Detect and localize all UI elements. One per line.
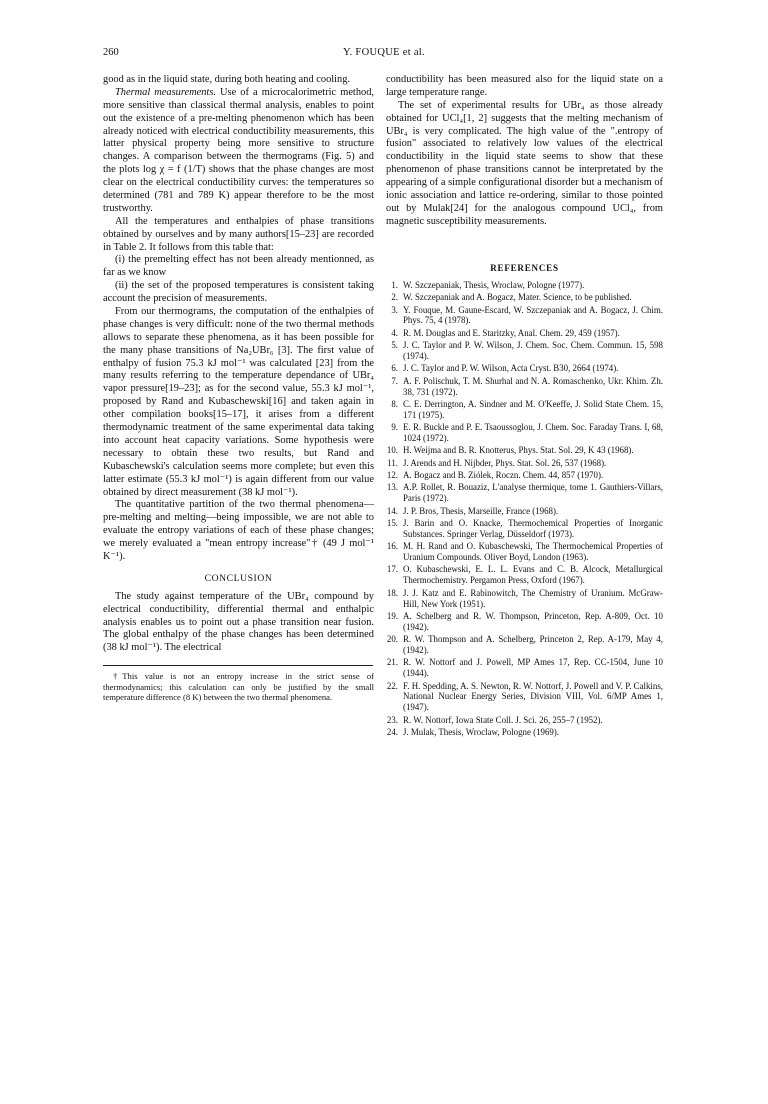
reference-number: 22. bbox=[386, 680, 398, 691]
page-header bbox=[103, 46, 665, 60]
footnote: †This value is not an entropy increase in the strict sense of thermodynamics; this calculation can only be justified by the small temperature difference (8 K) between the two thermal phenomena. bbox=[103, 671, 374, 702]
reference-text: Y. Fouque, M. Gaune-Escard, W. Szczepaniak and A. Bogacz, J. Chim. Phys. 75, 4 (1978). bbox=[403, 304, 663, 326]
reference-number: 21. bbox=[386, 657, 398, 668]
reference-text: C. E. Derrington, A. Sindner and M. O'Keeffe, J. Solid State Chem. 15, 171 (1975). bbox=[403, 398, 663, 420]
reference-item bbox=[386, 280, 663, 291]
paragraph: The study against temperature of the UBr₄ compound by electrical conductibility, differential thermal and enthalpic analysis enables us to point out a phase transition near fusion. The global enthalpy of the phase changes has been determined (38 kJ mol⁻¹). The electrical bbox=[103, 590, 374, 654]
reference-number: 13. bbox=[386, 482, 398, 493]
paragraph: The set of experimental results for UBr₄ as those already obtained for UCl₄[1, 2] suggests that the melting mechanism of UBr₄ is very complicated. The high value of the ".entropy of fusion" associated to relatively low values of the electrical conductibility in the liquid state seems to show that these phenomenon of phase transitions cannot be interpretated by the appearing of a simple configurational disorder but a mechanism of ionic association and lattice re-ordering, similar to those pointed out by Mulak[24] for the analogous compound UCl₄, from magnetic susceptibility measurements. bbox=[386, 99, 663, 227]
reference-item bbox=[386, 681, 663, 714]
reference-item bbox=[386, 445, 663, 456]
reference-item bbox=[386, 657, 663, 679]
left-column bbox=[103, 74, 374, 702]
reference-text: R. M. Douglas and E. Staritzky, Anal. Chem. 29, 459 (1957). bbox=[403, 327, 620, 338]
reference-text: H. Weijma and B. R. Knotterus, Phys. Stat. Sol. 29, K 43 (1968). bbox=[403, 445, 634, 456]
reference-number: 15. bbox=[386, 518, 398, 529]
reference-number: 20. bbox=[386, 634, 398, 645]
paragraph: All the temperatures and enthalpies of phase transitions obtained by ourselves and by many authors[15–23] are recorded in Table 2. It follows from this table that: bbox=[103, 215, 374, 253]
list-item: (i) the premelting effect has not been already mentionned, as far as we know bbox=[103, 254, 374, 279]
reference-item bbox=[386, 340, 663, 362]
running-head: Y. FOUQUE et al. bbox=[343, 47, 425, 58]
reference-text: J. C. Taylor and P. W. Wilson, Acta Cryst. B30, 2664 (1974). bbox=[403, 363, 619, 374]
reference-number: 2. bbox=[391, 292, 398, 303]
reference-text: J. P. Bros, Thesis, Marseille, France (1968). bbox=[403, 505, 559, 516]
reference-text: J. C. Taylor and P. W. Wilson, J. Chem. Soc. Chem. Commun. 15, 598 (1974). bbox=[403, 340, 663, 361]
reference-number: 23. bbox=[386, 714, 398, 725]
paragraph: good as in the liquid state, during both heating and cooling. bbox=[103, 74, 351, 85]
reference-text: W. Szczepaniak, Thesis, Wroclaw, Pologne (1977). bbox=[403, 279, 585, 290]
page-number: 260 bbox=[103, 47, 119, 58]
reference-item bbox=[386, 470, 663, 481]
reference-item bbox=[386, 715, 663, 726]
run-in-heading: Thermal measurements. bbox=[115, 86, 216, 98]
paragraph: The quantitative partition of the two thermal phenomena—pre-melting and melting—being impossible, we are not able to evaluate the entropy variations of each of these phase changes; we merely evaluated a "mean entropy increase"† (49 J mol⁻¹ K⁻¹). bbox=[103, 499, 374, 562]
reference-text: F. H. Spedding, A. S. Newton, R. W. Nottorf, J. Powell and V. P. Calkins, National Nuclear Energy Series, Division VIII, Vol. 6/MP Ames 1, (1947). bbox=[403, 680, 663, 713]
reference-text: R. W. Nottorf and J. Powell, MP Ames 17, Rep. CC-1504, June 10 (1944). bbox=[403, 657, 663, 679]
reference-item bbox=[386, 727, 663, 738]
reference-number: 17. bbox=[386, 564, 398, 575]
reference-text: W. Szczepaniak and A. Bogacz, Mater. Science, to be published. bbox=[403, 292, 632, 303]
reference-item bbox=[386, 518, 663, 540]
right-column bbox=[386, 74, 663, 739]
reference-number: 7. bbox=[391, 375, 398, 386]
reference-item bbox=[386, 376, 663, 398]
list-item: (ii) the set of the proposed temperatures is consistent taking account the precision of measurements. bbox=[103, 280, 374, 305]
reference-text: J. Arends and H. Nijbder, Phys. Stat. Sol. 26, 537 (1968). bbox=[403, 457, 607, 468]
paragraph-text: Use of a microcalorimetric method, more sensitive than classical thermal analysis, enables to point out the existence of a pre-melting phenomenon which has been already noticed with electrical conductibility measurements, this latter physical property being more sensitive to structure changes. A comparison between the thermograms (Fig. 5) and the plots log χ = f (1/T) shows that the phase changes are most clear on the electrical conductibility curves: the temperatures so determined (781 and 789 K) appear therefore to be the most trustworthy. bbox=[103, 86, 374, 214]
section-heading: CONCLUSION bbox=[204, 572, 273, 584]
reference-text: A. Bogacz and B. Ziólek, Roczn. Chem. 44, 857 (1970). bbox=[403, 470, 604, 481]
reference-number: 18. bbox=[386, 587, 398, 598]
reference-text: A. Schelberg and R. W. Thompson, Princeton, Rep. A-809, Oct. 10 (1942). bbox=[403, 610, 663, 632]
reference-text: J. Barin and O. Knacke, Thermochemical Properties of Inorganic Substances. Springer Verlag, Düsseldorf (1973). bbox=[403, 518, 663, 539]
reference-number: 1. bbox=[391, 279, 398, 290]
reference-text: M. H. Rand and O. Kubaschewski, The Thermochemical Properties of Uranium Compounds. Oliver Boyd, London (1963). bbox=[403, 541, 663, 563]
reference-text: O. Kubaschewski, E. L. L. Evans and C. B. Alcock, Metallurgical Thermochemistry. Pergamon Press, Oxford (1967). bbox=[403, 564, 663, 586]
reference-number: 3. bbox=[391, 304, 398, 315]
reference-item bbox=[386, 482, 663, 504]
reference-item bbox=[386, 541, 663, 563]
reference-number: 19. bbox=[386, 610, 398, 621]
reference-number: 11. bbox=[387, 457, 398, 468]
reference-text: A.P. Rollet, R. Bouaziz, L'analyse thermique, tome 1. Gauthiers-Villars, Paris (1972). bbox=[403, 482, 663, 504]
reference-number: 16. bbox=[386, 541, 398, 552]
reference-number: 5. bbox=[391, 340, 398, 351]
reference-list bbox=[386, 280, 663, 738]
references-heading: REFERENCES bbox=[490, 262, 559, 273]
reference-text: J. Mulak, Thesis, Wroclaw, Pologne (1969). bbox=[403, 727, 560, 737]
reference-number: 8. bbox=[391, 398, 398, 409]
paragraph: From our thermograms, the computation of the enthalpies of phase changes is very difficult: none of the two thermal methods allows to separate these phenomena, as it has been possible for the many phase transitions of Na₂UBr₆ [3]. The first value of enthalpy of fusion 75.3 kJ mol⁻¹ was calculated [23] from the many results referring to the temperature dependance of UBr₄ vapor pressure[19–23]; as for the second value, 55.3 kJ mol⁻¹, proposed by Rand and Kubaschewski[16] and taken again in other compilation books[15–17], it arises from a different thermodynamic treatment of the same experimental data taking into account heat capacity variations. Some hypothesis were necessary to obtain these two results, but Rand and Kubaschewski's calculation seems more complete; but even this latter estimate (55.3 kJ mol⁻¹) is again different from our value obtained by direct measurement (38 kJ mol⁻¹). bbox=[103, 306, 374, 498]
reference-item bbox=[386, 422, 663, 444]
reference-number: 12. bbox=[386, 470, 398, 481]
reference-text: R. W. Thompson and A. Schelberg, Princeton 2, Rep. A-179, May 4, (1942). bbox=[403, 634, 663, 655]
reference-text: J. J. Katz and E. Rabinowitch, The Chemistry of Uranium. McGraw-Hill, New York (1951). bbox=[403, 587, 663, 609]
reference-number: 6. bbox=[391, 363, 398, 374]
reference-item bbox=[386, 611, 663, 633]
reference-item bbox=[386, 588, 663, 610]
reference-item bbox=[386, 634, 663, 656]
paragraph: conductibility has been measured also for the liquid state on a large temperature range. bbox=[386, 74, 663, 98]
reference-number: 24. bbox=[386, 727, 398, 737]
reference-text: A. F. Polischuk, T. M. Shurhal and N. A. Romaschenko, Ukr. Khim. Zh. 38, 731 (1972). bbox=[403, 375, 663, 397]
reference-item bbox=[386, 363, 663, 374]
reference-item bbox=[386, 564, 663, 586]
reference-item bbox=[386, 458, 663, 469]
paragraph bbox=[103, 87, 374, 216]
reference-text: E. R. Buckle and P. E. Tsaoussoglou, J. Chem. Soc. Faraday Trans. I, 68, 1024 (1972). bbox=[403, 422, 663, 444]
reference-number: 10. bbox=[386, 445, 398, 456]
reference-number: 9. bbox=[391, 422, 398, 433]
reference-number: 14. bbox=[386, 505, 398, 516]
reference-item bbox=[386, 292, 663, 303]
reference-item bbox=[386, 328, 663, 339]
reference-item bbox=[386, 305, 663, 327]
footnote-divider bbox=[103, 665, 373, 666]
reference-item bbox=[386, 506, 663, 517]
reference-text: R. W. Nottorf, Iowa State Coll. J. Sci. 26, 255–7 (1952). bbox=[403, 714, 603, 725]
reference-item bbox=[386, 399, 663, 421]
reference-number: 4. bbox=[391, 327, 398, 338]
